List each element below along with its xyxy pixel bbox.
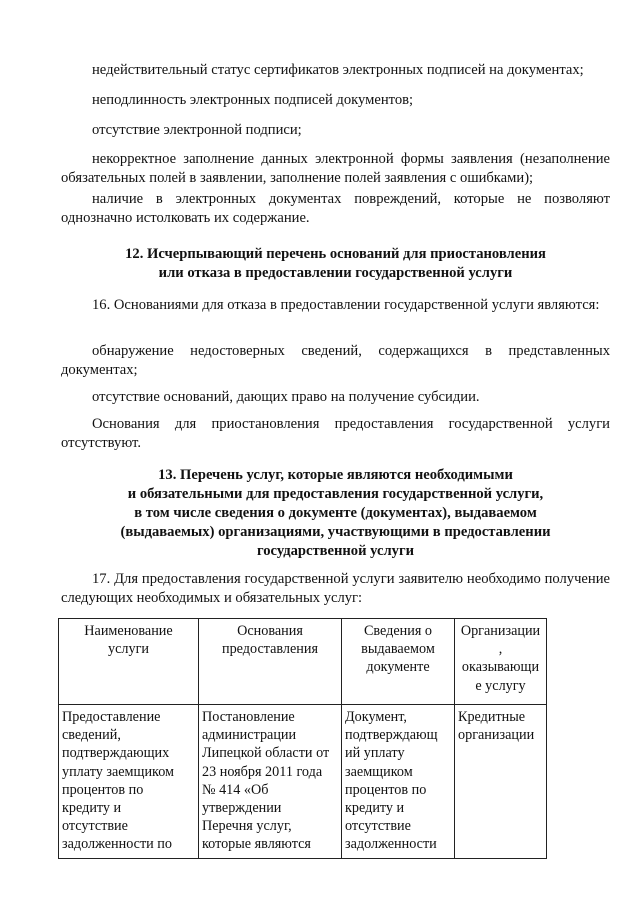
cell-grounds bbox=[199, 705, 342, 859]
table-row bbox=[59, 705, 547, 859]
section-12-heading bbox=[61, 245, 610, 283]
cell-line: Кредитные bbox=[458, 709, 526, 725]
cell-line: администрации bbox=[202, 727, 297, 744]
section-13-heading bbox=[61, 466, 610, 561]
services-table bbox=[58, 618, 547, 859]
header-line: услуги bbox=[108, 641, 149, 658]
cell-line: уплату заемщиком bbox=[62, 763, 175, 780]
header-line: документе bbox=[366, 659, 430, 676]
cell-line: сведений, bbox=[62, 727, 121, 744]
header-line: Наименование bbox=[84, 623, 173, 639]
cell-line: подтверждающ bbox=[345, 727, 438, 744]
paragraph-inauthentic-signatures: неподлинность электронных подписей документов; bbox=[92, 92, 414, 108]
header-line: Организации bbox=[460, 623, 541, 639]
header-line: , bbox=[498, 641, 503, 658]
paragraph-16: 16. Основаниями для отказа в предоставлении государственной услуги являются: bbox=[92, 297, 600, 313]
cell-line: организации bbox=[458, 727, 535, 744]
cell-line: Липецкой области от bbox=[202, 745, 330, 762]
header-line: Сведения о bbox=[363, 623, 433, 639]
paragraph-incorrect-form: некорректное заполнение данных электронной формы заявления (незаполнение обязательных полей в заявлении, заполнение полей заявления с ошибками); bbox=[61, 151, 610, 186]
header-service-name bbox=[59, 619, 199, 705]
table-header-row bbox=[59, 619, 547, 705]
cell-line: процентов по bbox=[62, 781, 144, 798]
paragraph-damaged-documents: наличие в электронных документах повреждений, которые не позволяют однозначно истолковать их содержание. bbox=[61, 191, 610, 226]
section-13-heading-line4: (выдаваемых) организациями, участвующими в предоставлении bbox=[120, 524, 551, 540]
section-13-heading-line2: и обязательными для предоставления государственной услуги, bbox=[127, 486, 544, 502]
cell-line: кредиту и bbox=[62, 800, 122, 817]
header-organizations bbox=[455, 619, 547, 705]
header-line: Основания bbox=[237, 623, 303, 639]
cell-line: которые являются bbox=[202, 836, 311, 853]
cell-line: Перечня услуг, bbox=[202, 818, 292, 835]
cell-line: № 414 «Об bbox=[202, 781, 269, 798]
cell-line: кредиту и bbox=[345, 800, 405, 817]
header-line: выдаваемом bbox=[361, 641, 435, 658]
cell-line: заемщиком bbox=[345, 763, 413, 780]
paragraph-17: 17. Для предоставления государственной услуги заявителю необходимо получение следующих необходимых и обязательных услуг: bbox=[61, 571, 610, 606]
cell-line: ий уплату bbox=[345, 745, 405, 762]
cell-line: процентов по bbox=[345, 781, 427, 798]
cell-service-name bbox=[59, 705, 199, 859]
cell-line: Документ, bbox=[345, 709, 407, 725]
section-12-heading-line2: или отказа в предоставлении государственной услуги bbox=[158, 265, 513, 281]
cell-organizations bbox=[455, 705, 547, 859]
header-line: е услугу bbox=[475, 677, 526, 694]
cell-line: утверждении bbox=[202, 800, 282, 817]
header-line: предоставления bbox=[221, 641, 319, 658]
section-12-heading-line1: 12. Исчерпывающий перечень оснований для приостановления bbox=[125, 246, 546, 262]
cell-line: задолженности по bbox=[62, 836, 172, 853]
cell-line: Постановление bbox=[202, 709, 295, 725]
cell-line: задолженности bbox=[345, 836, 437, 853]
cell-document-info bbox=[342, 705, 455, 859]
cell-line: подтверждающих bbox=[62, 745, 170, 762]
header-line: оказывающи bbox=[461, 659, 540, 676]
cell-line: Предоставление bbox=[62, 709, 161, 725]
section-13-heading-line1: 13. Перечень услуг, которые являются необходимыми bbox=[158, 467, 513, 483]
header-document-info bbox=[342, 619, 455, 705]
cell-line: отсутствие bbox=[62, 818, 128, 835]
section-13-heading-line3: в том числе сведения о документе (документах), выдаваемом bbox=[134, 505, 537, 521]
cell-line: 23 ноября 2011 года bbox=[202, 763, 323, 780]
paragraph-unreliable-info: обнаружение недостоверных сведений, содержащихся в представленных документах; bbox=[61, 343, 610, 378]
section-13-heading-line5: государственной услуги bbox=[256, 543, 415, 559]
paragraph-no-grounds: отсутствие оснований, дающих право на получение субсидии. bbox=[92, 389, 480, 405]
cell-line: отсутствие bbox=[345, 818, 411, 835]
paragraph-invalid-certificates: недействительный статус сертификатов электронных подписей на документах; bbox=[92, 62, 584, 78]
header-grounds bbox=[199, 619, 342, 705]
paragraph-no-signature: отсутствие электронной подписи; bbox=[92, 122, 302, 138]
paragraph-suspension-grounds: Основания для приостановления предоставления государственной услуги отсутствуют. bbox=[61, 416, 610, 451]
